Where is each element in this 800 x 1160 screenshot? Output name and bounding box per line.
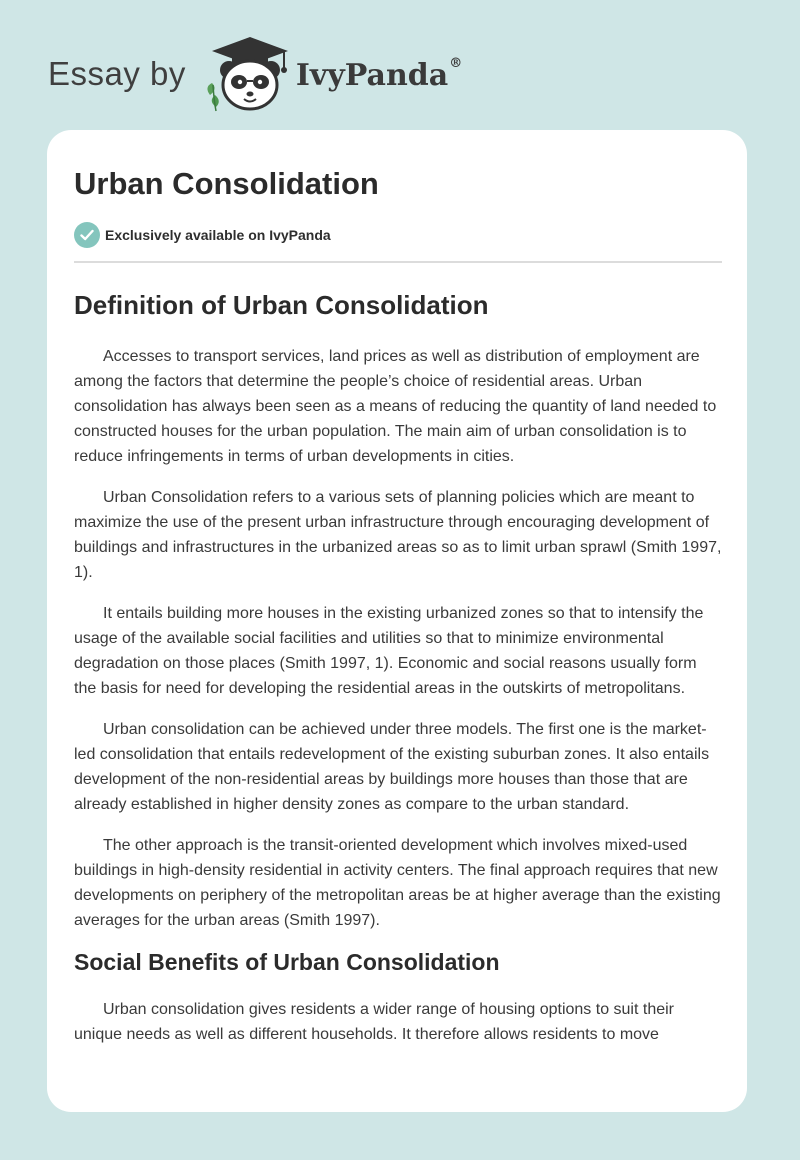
paragraph: Urban Consolidation refers to a various sets of planning policies which are meant to maximize the use of the present urban infrastructure through encouraging development of buildings and infrastructures in the urbanized areas so as to limit urban sprawl (Smith 1997, 1). bbox=[74, 489, 722, 581]
essay-by-label: Essay by bbox=[48, 55, 186, 92]
registered-mark: ® bbox=[449, 55, 463, 71]
checkmark-icon bbox=[74, 222, 100, 248]
paragraph: The other approach is the transit-oriented development which involves mixed-used buildings in high-density residential in activity centers. The final approach requires that new developments on periphery of the metropolitan areas be at higher average than the existing averages for the urban areas (Smith 1997). bbox=[74, 837, 721, 929]
panda-logo-icon[interactable] bbox=[202, 35, 294, 113]
paragraph: Urban consolidation gives residents a wider range of housing options to suit their unique needs as well as different households. It therefore allows residents to move bbox=[74, 1001, 674, 1043]
exclusive-badge bbox=[74, 222, 722, 248]
exclusive-badge-label: Exclusively available on IvyPanda bbox=[105, 227, 331, 243]
site-header bbox=[48, 34, 462, 114]
brand-text: IvyPanda bbox=[295, 57, 449, 93]
paragraph: Accesses to transport services, land prices as well as distribution of employment are among the factors that determine the people’s choice of residential areas. Urban consolidation has always been seen as a means of reducing the quantity of land needed to constructed houses for the urban population. The main aim of urban consolidation is to reduce infringements in terms of urban developments in cities. bbox=[74, 348, 717, 465]
page-title: Urban Consolidation bbox=[74, 166, 379, 201]
essay-card bbox=[47, 130, 747, 1112]
paragraph: Urban consolidation can be achieved under three models. The first one is the market-led consolidation that entails redevelopment of the existing suburban zones. It also entails development of the non-residential areas by buildings more houses than those that are already established in higher density zones as compare to the urban standard. bbox=[74, 721, 710, 813]
ivypanda-brand-name[interactable] bbox=[296, 56, 462, 93]
divider bbox=[74, 261, 722, 263]
section-heading-social-benefits: Social Benefits of Urban Consolidation bbox=[74, 949, 500, 975]
section-heading-definition: Definition of Urban Consolidation bbox=[74, 290, 489, 320]
paragraph: It entails building more houses in the existing urbanized zones so that to intensify the usage of the available social facilities and utilities so that to minimize environmental degradation on those places (Smith 1997, 1). Economic and social reasons usually form the basis for need for developing the residential areas in the outskirts of metropolitans. bbox=[74, 605, 704, 697]
